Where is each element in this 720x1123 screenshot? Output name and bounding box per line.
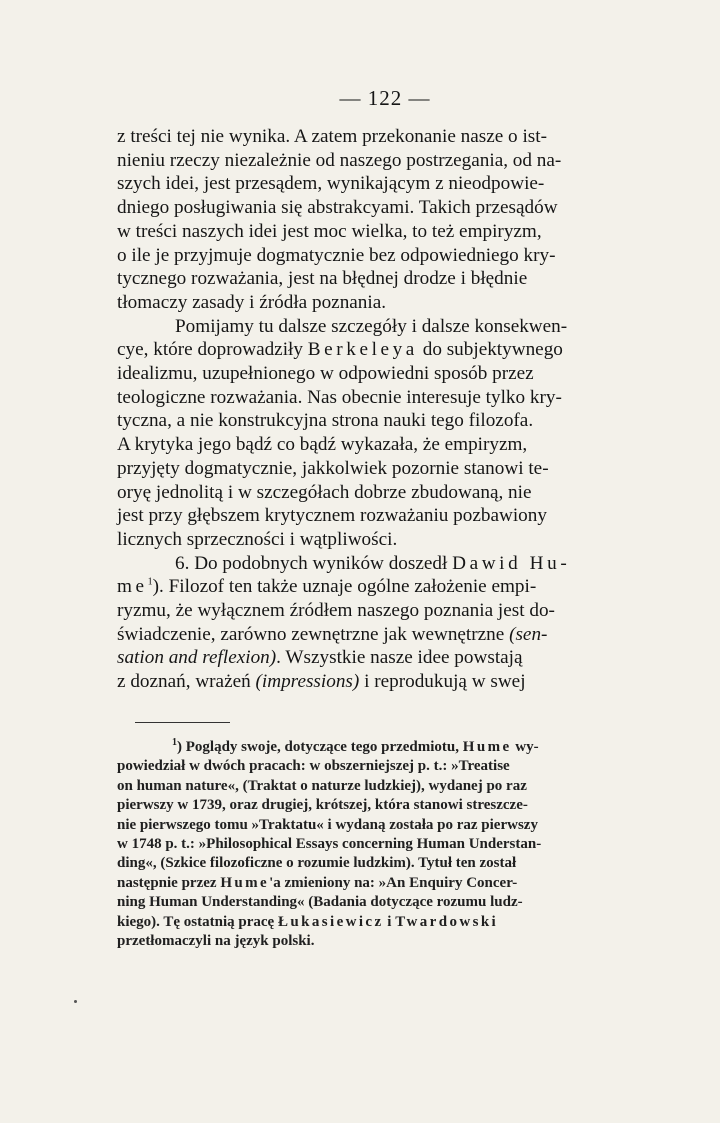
text-line: [117, 504, 643, 528]
text-span: wy-: [511, 739, 539, 755]
text-line: [117, 338, 643, 362]
footnote-line: [117, 932, 651, 951]
text-line: [117, 362, 643, 386]
text-line: [117, 291, 643, 315]
text-span: oryę jednolitą i w szczegółach dobrze zbudowaną, nie: [117, 481, 532, 503]
text-line: [117, 623, 643, 647]
body-text: [117, 125, 643, 694]
footnote-line: [117, 874, 651, 893]
text-span: przetłomaczyli na język polski.: [117, 933, 315, 950]
text-span: kiego). Tę ostatnią pracę: [117, 913, 278, 930]
text-line: [117, 457, 643, 481]
page-number: — 122 —: [339, 86, 431, 110]
text-span: . Wszystkie nasze idee powstają: [276, 647, 523, 669]
text-span: teologiczne rozważania. Nas obecnie interesuje tylko kry-: [117, 386, 562, 408]
text-span: pierwszy w 1739, oraz drugiej, krótszej, która stanowi streszcze-: [117, 797, 528, 814]
author-name-twardowski: Twardowski: [395, 913, 499, 930]
text-line: [117, 220, 643, 244]
text-line: [117, 409, 643, 433]
footnote-line: [117, 816, 651, 835]
text-line: [117, 149, 643, 173]
italic-term: (sen-: [509, 623, 548, 645]
text-line: [117, 244, 643, 268]
footnote-line: [117, 854, 651, 873]
text-line: [117, 481, 643, 505]
text-span: świadczenie, zarówno zewnętrzne jak wewnętrzne: [117, 623, 510, 645]
text-span: idealizmu, uzupełnionego w odpowiedni sposób przez: [117, 363, 534, 385]
footnote-divider: [135, 722, 230, 723]
text-span: on human nature«, (Traktat o naturze ludzkiej), wydanej po raz: [117, 777, 527, 794]
footnote-line: [117, 757, 651, 776]
text-span: ding«, (Szkice filozoficzne o rozumie ludzkim). Tytuł ten został: [117, 855, 517, 872]
text-span: jest przy głębszem krytycznem rozważaniu pozbawiony: [117, 505, 547, 527]
author-name-hume: Hume: [462, 739, 512, 755]
footnote-line: [117, 835, 651, 854]
text-span: tłomaczy zasady i źródła poznania.: [117, 291, 387, 313]
text-span: 6. Do podobnych wyników doszedł: [175, 552, 453, 574]
text-span: przyjęty dogmatycznie, jakkolwiek pozornie stanowi te-: [117, 457, 549, 479]
text-line: [117, 670, 643, 694]
text-span: tycznego rozważania, jest na błędnej drodze i błędnie: [117, 268, 528, 290]
text-line: [117, 267, 643, 291]
text-span: do subjektywnego: [417, 339, 563, 361]
italic-term: sation and reflexion): [117, 647, 277, 669]
text-span: tyczna, a nie konstrukcyjna strona nauki tego filozofa.: [117, 410, 534, 432]
text-span: następnie przez: [117, 874, 221, 891]
footnote: [117, 738, 651, 951]
paper-speck: [74, 1000, 77, 1003]
footnote-line: [117, 738, 651, 757]
text-line: [117, 646, 643, 670]
text-line: [117, 172, 643, 196]
author-name-lukasiewicz: Łukasiewicz: [277, 913, 384, 930]
text-span: ) Poglądy swoje, dotyczące tego przedmiotu,: [177, 739, 463, 755]
text-line: [117, 552, 643, 576]
text-span: cye, które doprowadziły: [117, 339, 308, 361]
text-span: powiedział w dwóch pracach: w obszerniejszej p. t.: »Treatise: [117, 758, 510, 775]
text-line: [117, 433, 643, 457]
author-name-berkeley: Berkeleya: [307, 339, 418, 361]
footnote-line: [117, 777, 651, 796]
text-line: [117, 386, 643, 410]
text-span: szych idei, jest przesądem, wynikającym z nieodpowie-: [117, 173, 545, 195]
text-line: [117, 125, 643, 149]
text-line: [117, 196, 643, 220]
text-span: dniego posługiwania się abstrakcyami. Takich przesądów: [117, 197, 558, 219]
text-span: ryzmu, że wyłącznem źródłem naszego poznania jest do-: [117, 600, 555, 622]
text-span: w treści naszych idei jest moc wielka, to też empiryzm,: [117, 220, 542, 242]
author-name-hume: Hume: [220, 874, 270, 891]
text-span: nieniu rzeczy niezależnie od naszego postrzegania, od na-: [117, 149, 562, 171]
text-line: [117, 315, 643, 339]
text-span: ning Human Understanding« (Badania dotyczące rozumu ludz-: [117, 894, 523, 911]
text-line: [117, 575, 643, 599]
text-line: [117, 599, 643, 623]
text-span: w 1748 p. t.: »Philosophical Essays concerning Human Understan-: [117, 836, 542, 853]
text-line: [117, 528, 643, 552]
text-span: i: [383, 913, 396, 930]
footnote-line: [117, 913, 651, 932]
footnote-line: [117, 893, 651, 912]
footnote-line: [117, 796, 651, 815]
footnote-marker: 1: [172, 737, 177, 748]
author-name-hume: Dawid Hu-: [452, 552, 571, 574]
text-span: Pomijamy tu dalsze szczegóły i dalsze konsekwen-: [175, 315, 568, 337]
text-span: A krytyka jego bądź co bądź wykazała, że empiryzm,: [117, 434, 528, 456]
text-span: ). Filozof ten także uznaje ogólne założenie empi-: [152, 576, 537, 598]
italic-term: (impressions): [255, 671, 360, 693]
text-span: z treści tej nie wynika. A zatem przekonanie nasze o ist-: [117, 126, 547, 147]
text-span: o ile je przyjmuje dogmatycznie bez odpowiedniego kry-: [117, 244, 556, 266]
text-span: i reprodukują w swej: [359, 671, 526, 693]
footnote-ref[interactable]: 1: [147, 576, 153, 588]
author-name-hume-cont: me: [117, 576, 148, 598]
text-span: nie pierwszego tomu »Traktatu« i wydaną została po raz pierwszy: [117, 816, 538, 833]
text-span: licznych sprzeczności i wątpliwości.: [117, 528, 398, 550]
text-span: 'a zmieniony na: »An Enquiry Concer-: [269, 874, 518, 891]
text-span: z doznań, wrażeń: [117, 671, 256, 693]
